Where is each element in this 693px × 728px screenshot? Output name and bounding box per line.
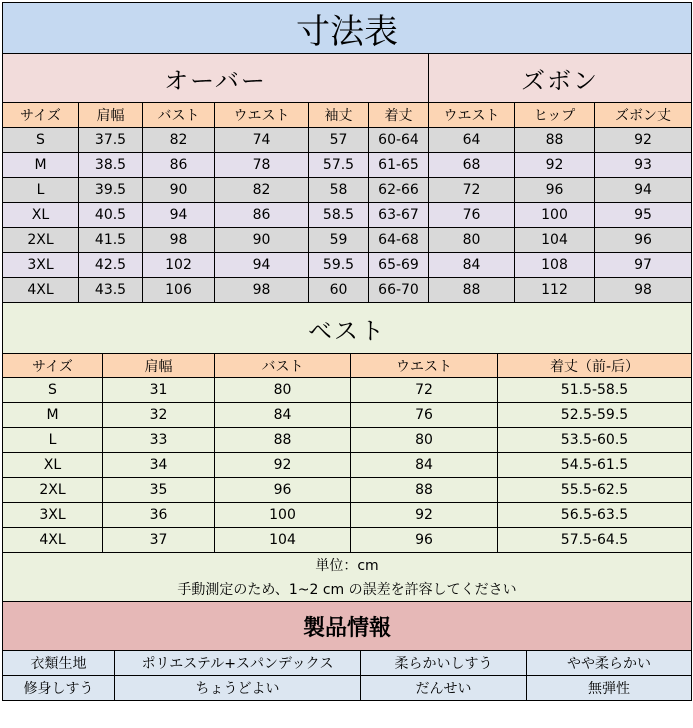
over-size-row <box>3 153 692 178</box>
table-cell: 86 <box>215 203 309 228</box>
vest-section-label: ベスト <box>3 303 692 354</box>
table-cell: 56.5-63.5 <box>498 503 692 528</box>
over-header-row <box>3 103 692 128</box>
table-cell: 3XL <box>3 253 79 278</box>
table-cell: S <box>3 128 79 153</box>
table-cell: ポリエステル+スパンデックス <box>115 651 361 676</box>
table-cell: 98 <box>215 278 309 303</box>
vest-table <box>2 302 692 602</box>
tolerance-note: 手動測定のため、1~2 cm の誤差を許容してください <box>3 577 692 602</box>
table-cell: 34 <box>103 453 215 478</box>
table-cell: 100 <box>215 503 351 528</box>
table-cell: 90 <box>143 178 215 203</box>
col-header: ウエスト <box>215 103 309 128</box>
table-cell: 55.5-62.5 <box>498 478 692 503</box>
table-cell: 98 <box>595 278 692 303</box>
table-cell: 39.5 <box>79 178 143 203</box>
table-cell: 78 <box>215 153 309 178</box>
product-info-table <box>2 601 692 701</box>
col-header: 袖丈 <box>309 103 369 128</box>
table-cell: 86 <box>143 153 215 178</box>
table-cell: 112 <box>515 278 595 303</box>
table-cell: 無弾性 <box>527 676 692 701</box>
vest-size-row <box>3 528 692 553</box>
over-size-row <box>3 253 692 278</box>
table-cell: 52.5-59.5 <box>498 403 692 428</box>
vest-size-row <box>3 478 692 503</box>
table-cell: 108 <box>515 253 595 278</box>
table-cell: 60-64 <box>369 128 429 153</box>
over-section-label: オーバー <box>3 54 429 103</box>
table-cell: 60 <box>309 278 369 303</box>
col-header: ウエスト <box>351 354 498 378</box>
table-cell: 92 <box>595 128 692 153</box>
table-cell: 51.5-58.5 <box>498 378 692 403</box>
product-info-row <box>3 651 692 676</box>
vest-size-row <box>3 503 692 528</box>
over-size-row <box>3 228 692 253</box>
table-cell: 72 <box>429 178 515 203</box>
over-pants-table <box>2 2 692 303</box>
col-header: ヒップ <box>515 103 595 128</box>
table-cell: 58 <box>309 178 369 203</box>
table-cell: 84 <box>215 403 351 428</box>
table-cell: 57 <box>309 128 369 153</box>
table-cell: 64 <box>429 128 515 153</box>
table-cell: 84 <box>351 453 498 478</box>
table-cell: 95 <box>595 203 692 228</box>
table-cell: 74 <box>215 128 309 153</box>
table-cell: M <box>3 153 79 178</box>
over-size-row <box>3 203 692 228</box>
table-cell: 96 <box>215 478 351 503</box>
table-cell: 57.5-64.5 <box>498 528 692 553</box>
page-title: 寸法表 <box>3 3 692 54</box>
vest-size-row <box>3 403 692 428</box>
col-header: 肩幅 <box>79 103 143 128</box>
table-cell: 94 <box>143 203 215 228</box>
table-cell: 84 <box>429 253 515 278</box>
table-cell: 88 <box>429 278 515 303</box>
vest-header-row <box>3 354 692 378</box>
vest-size-row <box>3 428 692 453</box>
col-header: ウエスト <box>429 103 515 128</box>
col-header: バスト <box>143 103 215 128</box>
table-cell: ちょうどよい <box>115 676 361 701</box>
table-cell: 43.5 <box>79 278 143 303</box>
table-cell: 柔らかいしすう <box>361 651 527 676</box>
table-cell: 80 <box>351 428 498 453</box>
table-cell: 35 <box>103 478 215 503</box>
table-cell: 92 <box>351 503 498 528</box>
table-cell: 61-65 <box>369 153 429 178</box>
table-cell: 88 <box>351 478 498 503</box>
col-header: 肩幅 <box>103 354 215 378</box>
table-cell: やや柔らかい <box>527 651 692 676</box>
table-cell: 96 <box>595 228 692 253</box>
table-cell: 102 <box>143 253 215 278</box>
table-cell: 65-69 <box>369 253 429 278</box>
table-cell: 54.5-61.5 <box>498 453 692 478</box>
table-cell: 106 <box>143 278 215 303</box>
table-cell: 92 <box>515 153 595 178</box>
table-cell: 4XL <box>3 278 79 303</box>
table-cell: S <box>3 378 103 403</box>
table-cell: 82 <box>143 128 215 153</box>
table-cell: 衣類生地 <box>3 651 115 676</box>
table-cell: 80 <box>215 378 351 403</box>
table-cell: L <box>3 428 103 453</box>
table-cell: だんせい <box>361 676 527 701</box>
table-cell: 88 <box>515 128 595 153</box>
table-cell: 4XL <box>3 528 103 553</box>
table-cell: 82 <box>215 178 309 203</box>
table-cell: 2XL <box>3 478 103 503</box>
table-cell: 36 <box>103 503 215 528</box>
table-cell: 80 <box>429 228 515 253</box>
table-cell: 2XL <box>3 228 79 253</box>
table-cell: 88 <box>215 428 351 453</box>
table-cell: 72 <box>351 378 498 403</box>
product-info-title: 製品情報 <box>3 602 692 651</box>
table-cell: 42.5 <box>79 253 143 278</box>
table-cell: 59 <box>309 228 369 253</box>
table-cell: 31 <box>103 378 215 403</box>
table-cell: 41.5 <box>79 228 143 253</box>
product-info-row <box>3 676 692 701</box>
over-size-row <box>3 178 692 203</box>
table-cell: 90 <box>215 228 309 253</box>
table-cell: 76 <box>351 403 498 428</box>
table-cell: 97 <box>595 253 692 278</box>
table-cell: 104 <box>215 528 351 553</box>
col-header: サイズ <box>3 354 103 378</box>
table-cell: 76 <box>429 203 515 228</box>
over-size-row <box>3 278 692 303</box>
table-cell: 58.5 <box>309 203 369 228</box>
table-cell: 62-66 <box>369 178 429 203</box>
unit-note: 単位：cm <box>3 553 692 578</box>
table-cell: XL <box>3 203 79 228</box>
table-cell: 38.5 <box>79 153 143 178</box>
table-cell: M <box>3 403 103 428</box>
table-cell: 33 <box>103 428 215 453</box>
table-cell: 94 <box>215 253 309 278</box>
col-header: 着丈 <box>369 103 429 128</box>
table-cell: 93 <box>595 153 692 178</box>
table-cell: 98 <box>143 228 215 253</box>
table-cell: 100 <box>515 203 595 228</box>
table-cell: 修身しすう <box>3 676 115 701</box>
table-cell: 3XL <box>3 503 103 528</box>
col-header: 着丈（前-后） <box>498 354 692 378</box>
size-chart-sheet <box>2 2 691 724</box>
table-cell: 37.5 <box>79 128 143 153</box>
table-cell: 37 <box>103 528 215 553</box>
table-cell: L <box>3 178 79 203</box>
table-cell: 40.5 <box>79 203 143 228</box>
table-cell: XL <box>3 453 103 478</box>
table-cell: 96 <box>351 528 498 553</box>
col-header: サイズ <box>3 103 79 128</box>
table-cell: 96 <box>515 178 595 203</box>
table-cell: 63-67 <box>369 203 429 228</box>
table-cell: 57.5 <box>309 153 369 178</box>
table-cell: 32 <box>103 403 215 428</box>
table-cell: 104 <box>515 228 595 253</box>
table-cell: 92 <box>215 453 351 478</box>
vest-size-row <box>3 378 692 403</box>
col-header: バスト <box>215 354 351 378</box>
pants-section-label: ズボン <box>429 54 692 103</box>
table-cell: 53.5-60.5 <box>498 428 692 453</box>
over-size-row <box>3 128 692 153</box>
table-cell: 59.5 <box>309 253 369 278</box>
vest-size-row <box>3 453 692 478</box>
col-header: ズボン丈 <box>595 103 692 128</box>
table-cell: 64-68 <box>369 228 429 253</box>
table-cell: 66-70 <box>369 278 429 303</box>
table-cell: 94 <box>595 178 692 203</box>
table-cell: 68 <box>429 153 515 178</box>
